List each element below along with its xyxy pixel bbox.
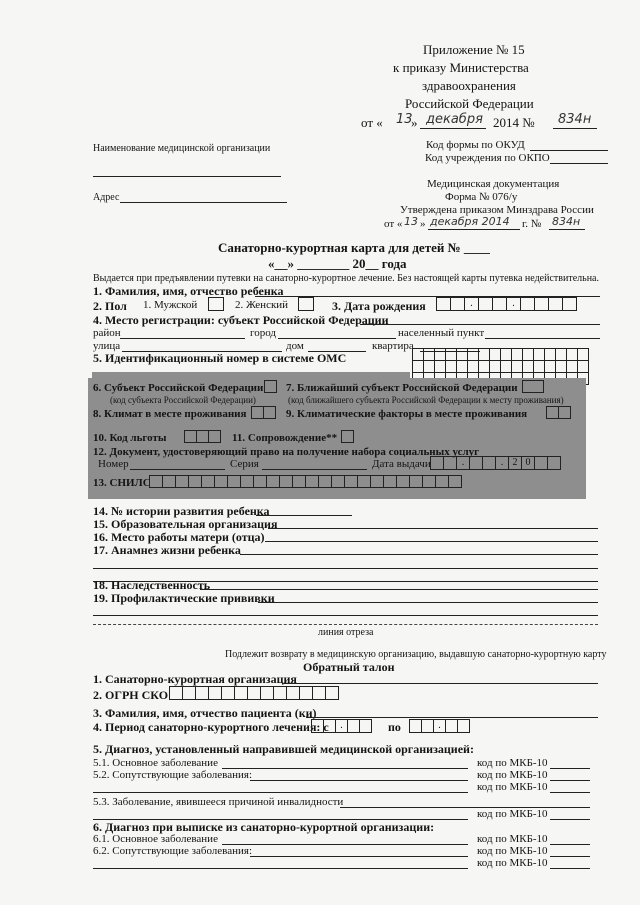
doc-month-handwritten: декабря 2014 [430,215,510,228]
org-name-line [93,176,281,177]
stub-5-2-mkb: код по МКБ-10 [477,769,548,781]
card-title: Санаторно-курортная карта для детей № ____ [218,240,490,255]
field-7-sub: (код ближайшего субъекта Российской Федерации к месту проживания) [288,395,564,405]
field-19-label: 19. Профилактические прививки [93,591,275,605]
field-3-label: 3. Дата рождения [332,299,426,313]
field-6-cells[interactable] [265,380,277,393]
stub-6-2-label: 6.2. Сопутствующие заболевания: [93,845,253,857]
issue-date-label: Дата выдачи [372,458,431,470]
house-label: дом [286,340,304,352]
stub-5-2b-mkb-line[interactable] [550,792,590,793]
field-7-cells[interactable] [523,380,544,393]
field-18-line[interactable] [200,589,598,590]
issue-date-cells[interactable]: . . 2 0 [431,456,561,470]
card-note: Выдается при предъявлении путевки на санаторно-курортное лечение. Без настоящей карты путевка недействительна. [93,273,599,284]
stub-5-2b-mkb: код по МКБ-10 [477,781,548,793]
doc-number-line[interactable] [130,469,225,470]
annex-year: 2014 № [493,115,535,130]
stub-5-2-line-2[interactable] [93,792,468,793]
stub-5-1-line[interactable] [222,768,468,769]
field-14-label: 14. № истории развития ребенка [93,504,270,518]
snils-cells[interactable] [150,475,462,488]
annex-number-handwritten: 834н [558,112,592,127]
field-2-label: 2. Пол [93,299,127,313]
field-6-sub: (код субъекта Российской Федерации) [110,395,256,405]
card-date: «__» ________ 20__ года [268,256,407,271]
stub-1-line[interactable] [282,683,598,684]
field-16-line[interactable] [265,541,598,542]
stub-5-2-label: 5.2. Сопутствующие заболевания: [93,769,253,781]
doc-day-handwritten: 13 [404,215,418,228]
stub-5-label: 5. Диагноз, установленный направившей медицинской организацией: [93,742,474,756]
field-14-line[interactable] [256,515,352,516]
address-label: Адрес [93,192,120,203]
field-17-line-1[interactable] [240,554,598,555]
ogrn-cells[interactable] [170,686,339,700]
field-5-label: 5. Идентификационный номер в системе ОМС [93,351,347,365]
doc-series-line[interactable] [262,469,367,470]
annex-month-line [420,128,486,129]
field-16-label: 16. Место работы матери (отца) [93,530,265,544]
doc-line-3: Утверждена приказом Минздрава России [400,204,594,216]
stub-6-2b-mkb: код по МКБ-10 [477,857,548,869]
field-1-label: 1. Фамилия, имя, отчество ребенка [93,284,284,298]
org-name-label: Наименование медицинской организации [93,143,271,154]
field-11-label: 11. Сопровождение** [232,432,338,444]
stub-5-1-label: 5.1. Основное заболевание [93,757,218,769]
field-4-line[interactable] [360,324,600,325]
issue-year-digit-2: 0 [521,456,535,470]
field-15-label: 15. Образовательная организация [93,517,278,531]
stub-2-label: 2. ОГРН СКО [93,688,169,702]
stub-5-3-mkb-line[interactable] [550,819,590,820]
doc-number-handwritten: 834н [552,215,581,228]
doc-number-suffix: г. № [522,218,542,230]
field-10-cells[interactable] [185,430,221,443]
cut-line-label: линия отреза [318,627,374,638]
stub-5-3-mkb: код по МКБ-10 [477,808,548,820]
stub-6-1-line[interactable] [222,844,468,845]
doc-line-2: Форма № 076/у [445,191,518,203]
okud-line [530,150,608,151]
field-15-line[interactable] [268,528,598,529]
gender-female-label: 2. Женский [235,299,289,311]
period-to-label: по [388,720,401,734]
annex-line-1: Приложение № 15 [423,42,525,57]
doc-number-line [549,229,585,230]
field-19-line-2[interactable] [93,615,598,616]
field-8-label: 8. Климат в месте проживания [93,408,247,420]
gender-male-label: 1. Мужской [143,299,198,311]
cut-line [93,624,598,625]
field-10-label: 10. Код льготы [93,432,167,444]
stub-6-2-line[interactable] [250,856,468,857]
annex-line-3: здравоохранения [422,78,516,93]
stub-6-2-mkb-line[interactable] [550,856,590,857]
stub-title: Обратный талон [303,660,395,674]
doc-series-label: Серия [230,458,259,470]
field-13-label: 13. СНИЛС [93,477,151,489]
field-8-cells[interactable] [252,406,276,419]
doc-line-1: Медицинская документация [427,178,560,190]
field-17-line-2[interactable] [93,568,598,569]
gender-female-checkbox[interactable] [298,297,314,311]
stub-5-3-line[interactable] [340,807,590,808]
doc-date-quote: » [420,218,426,230]
issue-year-digit-1: 2 [508,456,522,470]
stub-6-1-mkb-line[interactable] [550,844,590,845]
annex-line-4: Российской Федерации [405,96,534,111]
annex-line-2: к приказу Министерства [393,60,529,75]
stub-5-3-label: 5.3. Заболевание, явившееся причиной инвалидности [93,796,344,808]
stub-6-1-mkb: код по МКБ-10 [477,833,548,845]
city-line[interactable] [278,338,396,339]
stub-6-1-label: 6.1. Основное заболевание [93,833,218,845]
city-label: город [250,327,277,339]
shaded-block-top-edge [92,372,410,380]
stub-5-2-mkb-line[interactable] [550,780,590,781]
doc-date-prefix: от « [384,218,403,230]
apartment-label: квартира [372,340,414,352]
district-line[interactable] [120,338,245,339]
field-18-label: 18. Наследственность [93,578,211,592]
stub-1-label: 1. Санаторно-курортная организация [93,672,297,686]
annex-number-line [553,128,597,129]
field-17-label: 17. Анамнез жизни ребенка [93,543,241,557]
period-to-cells[interactable]: . [410,719,470,733]
field-9-cells[interactable] [547,406,571,419]
stub-3-line[interactable] [306,717,598,718]
stub-5-2-line[interactable] [250,780,468,781]
field-7-label: 7. Ближайший субъект Российской Федерации [286,382,518,394]
field-11-cells[interactable] [342,430,354,443]
birth-date-cells[interactable]: . . [437,297,577,311]
field-19-line-1[interactable] [258,602,598,603]
stub-3-label: 3. Фамилия, имя, отчество пациента (ки) [93,706,317,720]
district-label: район [93,327,121,339]
field-4-label: 4. Место регистрации: субъект Российской Федерации [93,313,389,327]
gender-male-checkbox[interactable] [208,297,224,311]
stub-5-1-mkb: код по МКБ-10 [477,757,548,769]
doc-month-line [428,229,520,230]
annex-day-handwritten: 13 [396,112,413,127]
field-6-label: 6. Субъект Российской Федерации [93,382,264,394]
stub-5-1-mkb-line[interactable] [550,768,590,769]
stub-6-2-mkb: код по МКБ-10 [477,845,548,857]
return-note: Подлежит возврату в медицинскую организацию, выдавшую санаторно-курортную карту [225,649,607,660]
settlement-line[interactable] [485,338,600,339]
period-from-cells[interactable]: . [312,719,372,733]
stub-6-label: 6. Диагноз при выписке из санаторно-курортной организации: [93,820,435,834]
field-12-label: 12. Документ, удостоверяющий право на получение набора социальных услуг [93,446,480,458]
stub-6-2b-mkb-line[interactable] [550,868,590,869]
annex-date-prefix: от « [361,115,383,130]
field-9-label: 9. Климатические факторы в месте проживания [286,408,528,420]
settlement-label: населенный пункт [398,327,485,339]
doc-number-label: Номер [98,458,129,470]
okpo-label: Код учреждения по ОКПО [425,152,550,164]
okud-label: Код формы по ОКУД [426,139,525,151]
stub-6-2-line-2[interactable] [93,868,468,869]
annex-month-handwritten: декабря [426,112,483,127]
annex-date-quote: » [411,115,418,130]
stub-4-label: 4. Период санаторно-курортного лечения: с [93,720,329,734]
address-line [120,202,287,203]
street-label: улица [93,340,121,352]
okpo-line [550,163,608,164]
